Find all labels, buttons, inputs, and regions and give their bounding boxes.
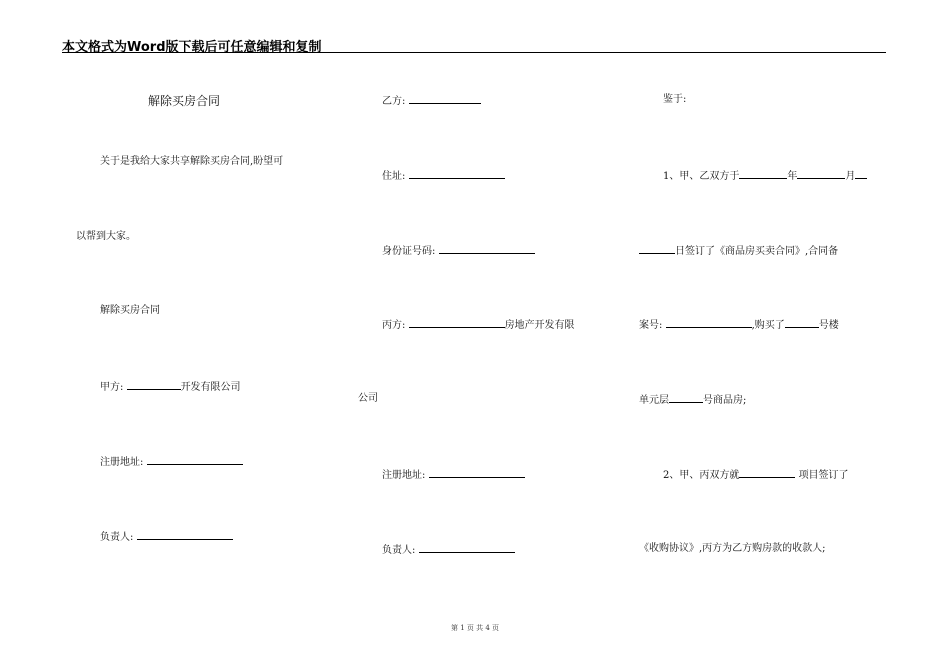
item-2-line-2: 《收购协议》,丙方为乙方购房款的收款人; [639, 543, 826, 554]
intro-line-1: 关于是我给大家共享解除买房合同,盼望可 [100, 156, 284, 167]
item-2-suffix: 项目签订了 [798, 470, 849, 481]
id-number-blank [439, 244, 535, 254]
item-2-line-1 [663, 468, 849, 482]
item-2-prefix: 2、甲、丙双方就 [663, 470, 740, 481]
party-a-line [100, 380, 241, 394]
responsible-a-label: 负责人: [100, 532, 134, 543]
building-label: 号楼 [818, 320, 839, 331]
record-number-line [639, 318, 839, 332]
record-number-blank [666, 318, 752, 328]
party-a-label: 甲方: [100, 382, 124, 393]
id-number-label: 身份证号码: [382, 246, 436, 257]
reg-address-a-line [100, 455, 243, 469]
responsible-a-blank [137, 530, 233, 540]
item-1-line-1 [663, 169, 867, 183]
responsible-a-line [100, 530, 233, 544]
item-1-prefix: 1、甲、乙双方于 [663, 171, 740, 182]
reg-address-a-blank [147, 455, 243, 465]
reg-address-c-blank [429, 468, 525, 478]
responsible-c-blank [419, 543, 515, 553]
address-b-blank [409, 169, 505, 179]
unit-room-line [639, 393, 746, 407]
bought-text: ,购买了 [751, 320, 785, 331]
page-number: 第 1 页 共 4 页 [450, 624, 500, 632]
party-c-suffix: 房地产开发有限 [504, 320, 575, 331]
party-b-blank [409, 94, 481, 104]
intro-line-2: 以帮到大家。 [76, 231, 136, 242]
party-b-line [382, 94, 481, 108]
reg-address-c-label: 注册地址: [382, 470, 426, 481]
day-blank [639, 244, 675, 254]
document-header: 本文格式为Word版下载后可任意编辑和复制 [62, 40, 322, 55]
responsible-c-line [382, 543, 515, 557]
reg-address-a-label: 注册地址: [100, 457, 144, 468]
party-c-line [382, 318, 575, 332]
party-c-blank [409, 318, 505, 328]
section-subtitle: 解除买房合同 [100, 305, 160, 316]
day-blank-start [855, 169, 867, 179]
room-blank [669, 393, 703, 403]
item-1-line-2 [639, 244, 838, 258]
record-number-label: 案号: [639, 320, 663, 331]
address-b-line [382, 169, 505, 183]
year-blank [739, 169, 787, 179]
id-number-line [382, 244, 535, 258]
building-blank [785, 318, 819, 328]
party-a-suffix: 开发有限公司 [180, 382, 241, 393]
address-b-label: 住址: [382, 171, 406, 182]
whereas-heading: 鉴于: [663, 94, 687, 105]
reg-address-c-line [382, 468, 525, 482]
item-1-contract-text: 日签订了《商品房买卖合同》,合同备 [675, 246, 839, 257]
month-label: 月 [845, 171, 856, 182]
unit-label: 单元层 [639, 395, 669, 406]
contract-title: 解除买房合同 [148, 94, 221, 108]
party-c-continuation: 公司 [358, 393, 378, 404]
header-divider [62, 52, 886, 53]
responsible-c-label: 负责人: [382, 545, 416, 556]
party-c-label: 丙方: [382, 320, 406, 331]
month-blank [797, 169, 845, 179]
party-a-blank [127, 380, 181, 390]
party-b-label: 乙方: [382, 96, 406, 107]
room-label: 号商品房; [703, 395, 747, 406]
year-label: 年 [787, 171, 798, 182]
project-blank [739, 468, 795, 478]
